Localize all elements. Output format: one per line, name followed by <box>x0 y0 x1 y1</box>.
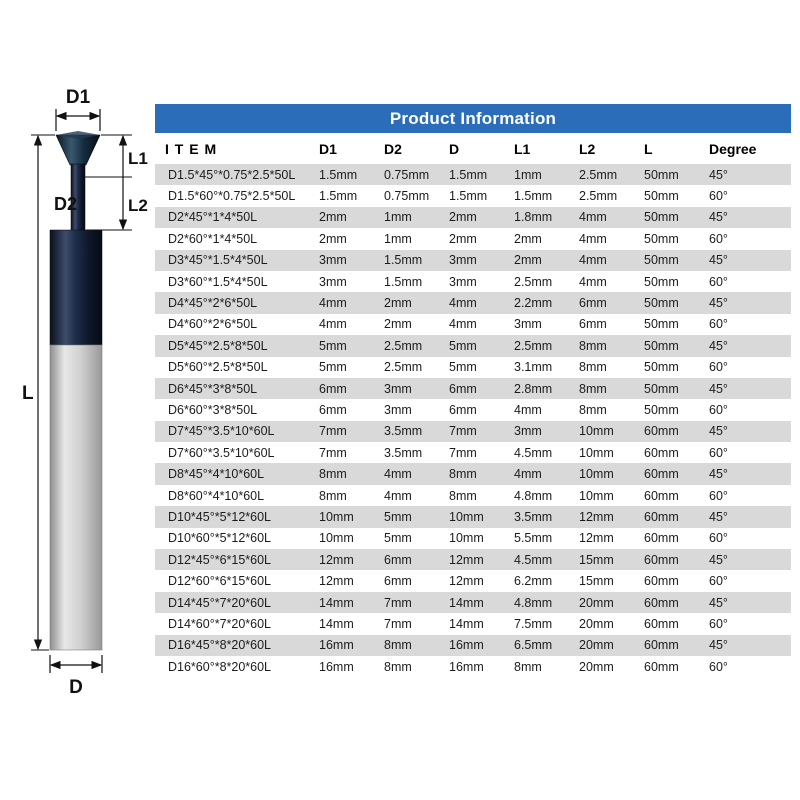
value-cell: 2mm <box>319 231 347 246</box>
table-row <box>155 506 791 527</box>
value-cell: 45° <box>709 338 728 353</box>
coated-body <box>50 230 102 345</box>
value-cell: 6mm <box>319 402 347 417</box>
value-cell: 16mm <box>449 638 484 653</box>
product-info-table <box>155 104 791 677</box>
value-cell: 10mm <box>449 509 484 524</box>
value-cell: 5mm <box>319 360 347 375</box>
value-cell: 50mm <box>644 338 679 353</box>
value-cell: 1mm <box>514 167 542 182</box>
value-cell: 14mm <box>449 616 484 631</box>
value-cell: 45° <box>709 253 728 268</box>
value-cell: 8mm <box>579 360 607 375</box>
value-cell: 50mm <box>644 253 679 268</box>
table-row <box>155 421 791 442</box>
value-cell: 4mm <box>514 467 542 482</box>
value-cell: 50mm <box>644 167 679 182</box>
value-cell: 45° <box>709 467 728 482</box>
item-cell: D1.5*60°*0.75*2.5*50L <box>168 189 296 204</box>
value-cell: 1.5mm <box>384 274 423 289</box>
item-cell: D12*45°*6*15*60L <box>168 552 272 567</box>
value-cell: 60° <box>709 616 728 631</box>
item-cell: D8*45°*4*10*60L <box>168 467 265 482</box>
tool-diagram <box>20 85 160 705</box>
value-cell: 45° <box>709 595 728 610</box>
column-header-d: D <box>449 140 460 157</box>
value-cell: 60mm <box>644 509 679 524</box>
table-title: Product Information <box>155 104 791 133</box>
value-cell: 60mm <box>644 488 679 503</box>
item-cell: D6*45°*3*8*50L <box>168 381 258 396</box>
value-cell: 10mm <box>579 467 614 482</box>
value-cell: 60mm <box>644 574 679 589</box>
item-cell: D14*60°*7*20*60L <box>168 616 272 631</box>
value-cell: 10mm <box>449 531 484 546</box>
value-cell: 45° <box>709 296 728 311</box>
value-cell: 1.5mm <box>449 189 488 204</box>
label-d1: D1 <box>65 87 91 108</box>
value-cell: 2mm <box>384 317 412 332</box>
value-cell: 2mm <box>384 296 412 311</box>
value-cell: 12mm <box>319 574 354 589</box>
value-cell: 16mm <box>319 638 354 653</box>
value-cell: 8mm <box>449 467 477 482</box>
value-cell: 7mm <box>319 445 347 460</box>
label-l1: L1 <box>128 149 148 168</box>
value-cell: 6mm <box>319 381 347 396</box>
value-cell: 2.5mm <box>384 338 423 353</box>
value-cell: 45° <box>709 509 728 524</box>
value-cell: 8mm <box>514 659 542 674</box>
value-cell: 10mm <box>319 531 354 546</box>
item-cell: D10*60°*5*12*60L <box>168 531 272 546</box>
value-cell: 6mm <box>449 402 477 417</box>
value-cell: 15mm <box>579 574 614 589</box>
item-cell: D10*45°*5*12*60L <box>168 509 272 524</box>
value-cell: 1mm <box>384 210 412 225</box>
item-cell: D7*60°*3.5*10*60L <box>168 445 275 460</box>
value-cell: 2mm <box>319 210 347 225</box>
table-row <box>155 442 791 463</box>
item-cell: D14*45°*7*20*60L <box>168 595 272 610</box>
value-cell: 60° <box>709 574 728 589</box>
value-cell: 2mm <box>449 231 477 246</box>
cutter-head <box>56 135 100 165</box>
value-cell: 0.75mm <box>384 189 430 204</box>
value-cell: 45° <box>709 552 728 567</box>
table-row <box>155 528 791 549</box>
value-cell: 60° <box>709 189 728 204</box>
value-cell: 60° <box>709 402 728 417</box>
value-cell: 60mm <box>644 552 679 567</box>
value-cell: 4mm <box>579 231 607 246</box>
table-row <box>155 549 791 570</box>
value-cell: 8mm <box>384 638 412 653</box>
value-cell: 60° <box>709 274 728 289</box>
value-cell: 3.5mm <box>514 509 553 524</box>
value-cell: 16mm <box>319 659 354 674</box>
value-cell: 45° <box>709 167 728 182</box>
table-row <box>155 271 791 292</box>
value-cell: 2.5mm <box>514 338 553 353</box>
value-cell: 4mm <box>579 210 607 225</box>
item-cell: D16*45°*8*20*60L <box>168 638 272 653</box>
value-cell: 4mm <box>319 317 347 332</box>
value-cell: 3mm <box>319 274 347 289</box>
value-cell: 60mm <box>644 616 679 631</box>
value-cell: 50mm <box>644 189 679 204</box>
value-cell: 60° <box>709 317 728 332</box>
item-cell: D8*60°*4*10*60L <box>168 488 265 503</box>
table-row <box>155 378 791 399</box>
value-cell: 50mm <box>644 296 679 311</box>
value-cell: 6mm <box>384 574 412 589</box>
value-cell: 4.5mm <box>514 552 553 567</box>
value-cell: 60° <box>709 360 728 375</box>
value-cell: 60mm <box>644 659 679 674</box>
value-cell: 8mm <box>449 488 477 503</box>
value-cell: 2.5mm <box>514 274 553 289</box>
value-cell: 10mm <box>579 445 614 460</box>
value-cell: 2.5mm <box>579 189 618 204</box>
item-cell: D7*45°*3.5*10*60L <box>168 424 275 439</box>
value-cell: 3mm <box>384 402 412 417</box>
value-cell: 3.5mm <box>384 445 423 460</box>
value-cell: 12mm <box>319 552 354 567</box>
value-cell: 5.5mm <box>514 531 553 546</box>
value-cell: 60° <box>709 531 728 546</box>
value-cell: 8mm <box>319 488 347 503</box>
label-d: D <box>69 677 83 698</box>
dovetail-cutter-illustration <box>20 85 160 705</box>
value-cell: 6mm <box>579 296 607 311</box>
value-cell: 7.5mm <box>514 616 553 631</box>
value-cell: 50mm <box>644 317 679 332</box>
value-cell: 1mm <box>384 231 412 246</box>
value-cell: 14mm <box>449 595 484 610</box>
column-header-item: I T E M <box>165 140 218 157</box>
value-cell: 14mm <box>319 595 354 610</box>
value-cell: 4mm <box>384 467 412 482</box>
value-cell: 2mm <box>449 210 477 225</box>
value-cell: 45° <box>709 638 728 653</box>
value-cell: 1.8mm <box>514 210 553 225</box>
value-cell: 10mm <box>319 509 354 524</box>
value-cell: 60mm <box>644 467 679 482</box>
value-cell: 2mm <box>514 253 542 268</box>
value-cell: 7mm <box>384 595 412 610</box>
value-cell: 45° <box>709 210 728 225</box>
label-d2: D2 <box>54 194 78 214</box>
value-cell: 4.8mm <box>514 595 553 610</box>
value-cell: 60° <box>709 659 728 674</box>
value-cell: 5mm <box>449 360 477 375</box>
value-cell: 6.2mm <box>514 574 553 589</box>
value-cell: 20mm <box>579 638 614 653</box>
value-cell: 6mm <box>384 552 412 567</box>
value-cell: 50mm <box>644 274 679 289</box>
value-cell: 5mm <box>384 509 412 524</box>
value-cell: 7mm <box>384 616 412 631</box>
value-cell: 60mm <box>644 445 679 460</box>
item-cell: D5*45°*2.5*8*50L <box>168 338 268 353</box>
value-cell: 1.5mm <box>384 253 423 268</box>
value-cell: 60° <box>709 445 728 460</box>
value-cell: 0.75mm <box>384 167 430 182</box>
table-row <box>155 656 791 677</box>
value-cell: 6mm <box>579 317 607 332</box>
column-header-l2: L2 <box>579 140 596 157</box>
table-row <box>155 185 791 206</box>
value-cell: 60mm <box>644 595 679 610</box>
value-cell: 3.1mm <box>514 360 553 375</box>
table-row <box>155 485 791 506</box>
value-cell: 60° <box>709 231 728 246</box>
value-cell: 4mm <box>449 296 477 311</box>
value-cell: 3mm <box>514 317 542 332</box>
column-header-l1: L1 <box>514 140 531 157</box>
value-cell: 12mm <box>579 531 614 546</box>
column-header-d1: D1 <box>319 140 337 157</box>
value-cell: 5mm <box>384 531 412 546</box>
value-cell: 1.5mm <box>449 167 488 182</box>
value-cell: 2.5mm <box>579 167 618 182</box>
table-row <box>155 635 791 656</box>
value-cell: 3.5mm <box>384 424 423 439</box>
value-cell: 10mm <box>579 424 614 439</box>
item-cell: D3*60°*1.5*4*50L <box>168 274 268 289</box>
item-cell: D3*45°*1.5*4*50L <box>168 253 268 268</box>
table-row <box>155 399 791 420</box>
item-cell: D2*60°*1*4*50L <box>168 231 258 246</box>
table-header-row <box>155 133 791 164</box>
value-cell: 50mm <box>644 402 679 417</box>
value-cell: 12mm <box>449 552 484 567</box>
value-cell: 60° <box>709 488 728 503</box>
value-cell: 4mm <box>384 488 412 503</box>
item-cell: D5*60°*2.5*8*50L <box>168 360 268 375</box>
table-row <box>155 207 791 228</box>
table-row <box>155 250 791 271</box>
table-row <box>155 314 791 335</box>
value-cell: 4.8mm <box>514 488 553 503</box>
value-cell: 2.2mm <box>514 296 553 311</box>
value-cell: 7mm <box>319 424 347 439</box>
value-cell: 4mm <box>319 296 347 311</box>
value-cell: 2mm <box>514 231 542 246</box>
value-cell: 1.5mm <box>319 167 358 182</box>
item-cell: D4*45°*2*6*50L <box>168 296 258 311</box>
value-cell: 8mm <box>579 402 607 417</box>
shank <box>50 345 102 650</box>
table-row <box>155 335 791 356</box>
item-cell: D4*60°*2*6*50L <box>168 317 258 332</box>
value-cell: 50mm <box>644 210 679 225</box>
table-row <box>155 228 791 249</box>
value-cell: 8mm <box>579 381 607 396</box>
value-cell: 15mm <box>579 552 614 567</box>
value-cell: 60mm <box>644 638 679 653</box>
value-cell: 1.5mm <box>319 189 358 204</box>
value-cell: 20mm <box>579 595 614 610</box>
table-row <box>155 292 791 313</box>
value-cell: 50mm <box>644 231 679 246</box>
value-cell: 50mm <box>644 360 679 375</box>
value-cell: 1.5mm <box>514 189 553 204</box>
value-cell: 3mm <box>449 253 477 268</box>
item-cell: D12*60°*6*15*60L <box>168 574 272 589</box>
table-row <box>155 463 791 484</box>
value-cell: 6.5mm <box>514 638 553 653</box>
item-cell: D6*60°*3*8*50L <box>168 402 258 417</box>
table-row <box>155 570 791 591</box>
value-cell: 2.8mm <box>514 381 553 396</box>
item-cell: D1.5*45°*0.75*2.5*50L <box>168 167 296 182</box>
value-cell: 4mm <box>449 317 477 332</box>
value-cell: 12mm <box>449 574 484 589</box>
value-cell: 20mm <box>579 659 614 674</box>
value-cell: 45° <box>709 381 728 396</box>
item-cell: D16*60°*8*20*60L <box>168 659 272 674</box>
value-cell: 3mm <box>449 274 477 289</box>
value-cell: 16mm <box>449 659 484 674</box>
value-cell: 60mm <box>644 424 679 439</box>
value-cell: 20mm <box>579 616 614 631</box>
value-cell: 60mm <box>644 531 679 546</box>
label-l: L <box>22 383 34 404</box>
value-cell: 4.5mm <box>514 445 553 460</box>
value-cell: 3mm <box>319 253 347 268</box>
value-cell: 7mm <box>449 445 477 460</box>
value-cell: 7mm <box>449 424 477 439</box>
table-row <box>155 592 791 613</box>
value-cell: 4mm <box>579 274 607 289</box>
value-cell: 5mm <box>449 338 477 353</box>
column-header-d2: D2 <box>384 140 402 157</box>
value-cell: 12mm <box>579 509 614 524</box>
value-cell: 50mm <box>644 381 679 396</box>
value-cell: 3mm <box>514 424 542 439</box>
column-header-degree: Degree <box>709 140 757 157</box>
value-cell: 8mm <box>384 659 412 674</box>
value-cell: 2.5mm <box>384 360 423 375</box>
value-cell: 10mm <box>579 488 614 503</box>
value-cell: 8mm <box>319 467 347 482</box>
value-cell: 3mm <box>384 381 412 396</box>
table-row <box>155 164 791 185</box>
value-cell: 5mm <box>319 338 347 353</box>
table-row <box>155 613 791 634</box>
value-cell: 6mm <box>449 381 477 396</box>
value-cell: 4mm <box>514 402 542 417</box>
value-cell: 45° <box>709 424 728 439</box>
table-body <box>155 164 791 677</box>
table-row <box>155 357 791 378</box>
value-cell: 8mm <box>579 338 607 353</box>
item-cell: D2*45°*1*4*50L <box>168 210 258 225</box>
column-header-l: L <box>644 140 653 157</box>
value-cell: 4mm <box>579 253 607 268</box>
label-l2: L2 <box>128 196 148 215</box>
value-cell: 14mm <box>319 616 354 631</box>
